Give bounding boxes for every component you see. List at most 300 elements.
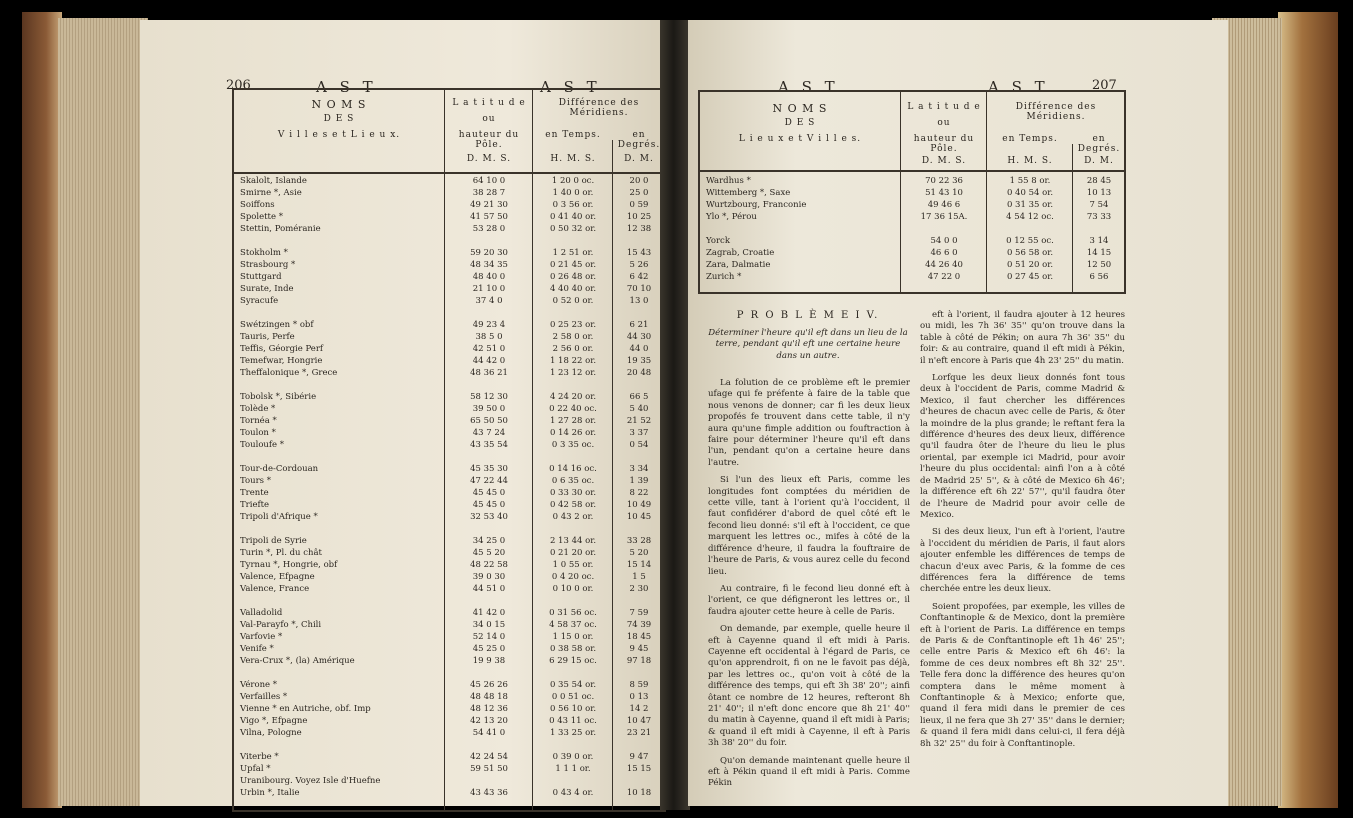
right-page (688, 20, 1228, 806)
header-des: D E S (323, 114, 355, 124)
time-difference: 1 23 12 or. (549, 368, 597, 378)
city-name: Spolette * (240, 212, 283, 222)
city-name: Viterbe * (240, 752, 279, 762)
city-name: Vera-Crux *, (la) Amérique (240, 656, 355, 666)
city-name: Tolède * (240, 404, 276, 414)
city-name: Tobolsk *, Sibérie (240, 392, 317, 402)
time-difference: 0 10 0 or. (552, 584, 594, 594)
degree-difference: 3 14 (1089, 236, 1109, 246)
table-row (234, 428, 664, 439)
city-name: Vienne * en Autriche, obf. Imp (240, 704, 371, 714)
table-row (234, 716, 664, 727)
city-name: Tornéa * (240, 416, 277, 426)
degree-difference: 0 54 (629, 440, 649, 450)
time-difference: 0 3 56 or. (552, 200, 594, 210)
time-difference: 0 3 35 oc. (551, 440, 595, 450)
latitude-value: 41 57 50 (470, 212, 508, 222)
table-row (234, 344, 664, 355)
header-ou: ou (937, 118, 951, 128)
table-row (234, 368, 664, 379)
paragraph: Soient propofées, par exemple, les villes de Conftantinople & de Mexico, dont la première eft à l'orient de Paris. La différence en temps de Paris & de Conftantinople eft 1h 46' 25''; celle entre Paris & Mexico eft 6h 46': la fomme de ces deux nombres eft 8h 32' 25''. Telle fera donc la différence des heures qu'on comptera dans le même moment à Conftantinople & à Mexico; enforte que, quand il fera midi dans le premier de ces lieux, il ne fera que 3h 27' 35'' dans le dernier; & quand il fera midi dans celui-ci, il fera déjà 8h 32' 25'' du foir à Conftantinople. (920, 601, 1125, 749)
city-name: Zagrab, Croatie (706, 248, 775, 258)
degree-difference: 66 5 (629, 392, 649, 402)
city-name: Theffalonique *, Grece (240, 368, 338, 378)
city-name: Uranibourg. Voyez Isle d'Huefne (240, 776, 381, 786)
degree-difference: 44 0 (629, 344, 649, 354)
table-row (234, 572, 664, 583)
latitude-value: 48 48 18 (470, 692, 508, 702)
time-difference: 4 58 37 oc. (549, 620, 597, 630)
header-degres: en Degrés. (1077, 134, 1121, 154)
problem-statement: Déterminer l'heure qu'il eft dans un lieu de la terre, pendant qu'il eft une certaine heure dans un autre. (708, 328, 908, 361)
table-row (234, 296, 664, 307)
degree-difference: 3 37 (629, 428, 649, 438)
degree-difference: 10 47 (626, 716, 652, 726)
subheader-temps: H. M. S. (1007, 156, 1053, 166)
latitude-value: 70 22 36 (925, 176, 963, 186)
latitude-value: 45 45 0 (472, 500, 506, 510)
latitude-value: 38 5 0 (475, 332, 503, 342)
latitude-value: 49 23 4 (472, 320, 506, 330)
city-name: Syracufe (240, 296, 279, 306)
header-ou: ou (482, 114, 496, 124)
header-hauteur: hauteur du Pôle. (458, 130, 520, 150)
book-gutter (660, 20, 690, 810)
latitude-value: 19 9 38 (472, 656, 506, 666)
table-row (700, 260, 1124, 271)
page-edges-left (58, 18, 148, 806)
table-row (234, 464, 664, 475)
city-name: Tour-de-Cordouan (240, 464, 319, 474)
degree-difference: 97 18 (626, 656, 652, 666)
table-row (234, 512, 664, 523)
latitude-value: 34 0 15 (472, 620, 506, 630)
city-name: Vérone * (240, 680, 278, 690)
city-name: Verfailles * (240, 692, 288, 702)
header-temps: en Temps. (545, 130, 601, 140)
time-difference: 0 4 20 oc. (551, 572, 595, 582)
table-row (234, 548, 664, 559)
city-name: Valence, Efpagne (240, 572, 315, 582)
latitude-value: 59 20 30 (470, 248, 508, 258)
degree-difference: 70 10 (626, 284, 652, 294)
latitude-value: 46 6 0 (930, 248, 958, 258)
header-difference: Différence des Méridiens. (558, 98, 640, 118)
city-name: Valence, France (240, 584, 310, 594)
degree-difference: 19 35 (626, 356, 652, 366)
time-difference: 2 58 0 or. (552, 332, 594, 342)
paragraph: Qu'on demande maintenant quelle heure il eft à Pékin quand il eft midi à Paris. Comme Pékin (708, 755, 910, 789)
city-name: Tauris, Perfe (240, 332, 295, 342)
degree-difference: 28 45 (1086, 176, 1112, 186)
book-cover-left (22, 12, 62, 808)
degree-difference: 14 2 (629, 704, 649, 714)
degree-difference: 6 21 (629, 320, 649, 330)
degree-difference: 7 54 (1089, 200, 1109, 210)
latitude-value: 42 24 54 (470, 752, 508, 762)
degree-difference: 74 39 (626, 620, 652, 630)
city-name: Ylo *, Pérou (706, 212, 757, 222)
degree-difference: 3 34 (629, 464, 649, 474)
degree-difference: 23 21 (626, 728, 652, 738)
table-row (234, 536, 664, 547)
table-row (234, 320, 664, 331)
time-difference: 0 42 58 or. (549, 500, 597, 510)
latitude-value: 43 35 54 (470, 440, 508, 450)
city-name: Yorck (706, 236, 730, 246)
table-row (234, 488, 664, 499)
table-row (234, 500, 664, 511)
latitude-value: 44 42 0 (472, 356, 506, 366)
table-row (234, 392, 664, 403)
time-difference: 0 43 11 oc. (549, 716, 597, 726)
degree-difference: 25 0 (629, 188, 649, 198)
paragraph: Au contraire, fi le fecond lieu donné eft à l'orient, ce que défigneront les lettres or., il faudra ajouter cette heure à celle de Paris. (708, 583, 910, 617)
table-row (700, 272, 1124, 283)
degree-difference: 1 39 (629, 476, 649, 486)
latitude-value: 49 21 30 (470, 200, 508, 210)
table-row (234, 224, 664, 235)
table-row (234, 236, 664, 247)
time-difference: 0 33 30 or. (549, 488, 597, 498)
degree-difference: 8 22 (629, 488, 649, 498)
time-difference: 0 27 45 or. (1006, 272, 1054, 282)
book-cover-right (1278, 12, 1338, 808)
time-difference: 1 0 55 or. (552, 560, 594, 570)
paragraph: Si l'un des lieux eft Paris, comme les longitudes font comptées du méridien de cette ville, tant à l'orient qu'à l'occident, il faut confidérer d'abord de quel côté eft le fecond lieu donné: s'il eft à l'occident, ce que marquent les lettres oc., mifes à côté de la différence d'heure, il faudra la fouftraire de l'heure de Paris, & vous aurez celle du fecond lieu. (708, 475, 910, 577)
subheader-lat: D. M. S. (921, 156, 967, 166)
text-column-2 (920, 310, 1125, 756)
time-difference: 4 40 40 or. (549, 284, 597, 294)
table-row (234, 356, 664, 367)
time-difference: 0 31 35 or. (1006, 200, 1054, 210)
time-difference: 0 43 4 or. (552, 788, 594, 798)
degree-difference: 6 42 (629, 272, 649, 282)
city-name: Strasbourg * (240, 260, 296, 270)
time-difference: 0 56 10 or. (549, 704, 597, 714)
time-difference: 6 29 15 oc. (549, 656, 597, 666)
degree-difference: 9 45 (629, 644, 649, 654)
table-row (700, 248, 1124, 259)
time-difference: 0 6 35 oc. (551, 476, 595, 486)
table-row (234, 404, 664, 415)
city-name: Swétzingen * obf (240, 320, 314, 330)
latitude-value: 47 22 0 (927, 272, 961, 282)
city-name: Surate, Inde (240, 284, 294, 294)
table-row (700, 212, 1124, 223)
page-number-right: 207 (1092, 78, 1117, 93)
table-row (234, 200, 664, 211)
time-difference: 1 2 51 or. (552, 248, 594, 258)
table-row (234, 740, 664, 751)
table-row (234, 728, 664, 739)
table-header (234, 90, 664, 174)
time-difference: 0 21 45 or. (549, 260, 597, 270)
city-name: Smirne *, Asie (240, 188, 302, 198)
degree-difference: 6 56 (1089, 272, 1109, 282)
table-row (700, 188, 1124, 199)
city-name: Triefte (240, 500, 270, 510)
degree-difference: 15 14 (626, 560, 652, 570)
table-row (234, 524, 664, 535)
meridian-table-left (232, 88, 666, 812)
time-difference: 0 35 54 or. (549, 680, 597, 690)
latitude-value: 45 26 26 (470, 680, 508, 690)
latitude-value: 43 43 36 (470, 788, 508, 798)
table-row (234, 452, 664, 463)
degree-difference: 10 18 (626, 788, 652, 798)
table-row (234, 248, 664, 259)
city-name: Wurtzbourg, Franconie (706, 200, 807, 210)
city-name: Upfal * (240, 764, 271, 774)
city-name: Zara, Dalmatie (706, 260, 771, 270)
degree-difference: 2 30 (629, 584, 649, 594)
time-difference: 0 41 40 or. (549, 212, 597, 222)
table-row (700, 200, 1124, 211)
paragraph: Si des deux lieux, l'un eft à l'orient, l'autre à l'occident du méridien de Paris, il faut alors ajouter enfemble les différences de temps de chacun d'eux avec Paris, & la fomme de ces différences fera la différence de tems cherchée entre les deux lieux. (920, 527, 1125, 595)
running-head: A S T (540, 78, 601, 96)
table-row (234, 560, 664, 571)
city-name: Trente (240, 488, 269, 498)
table-row (234, 272, 664, 283)
city-name: Soiffons (240, 200, 275, 210)
table-row (234, 608, 664, 619)
time-difference: 0 14 26 or. (549, 428, 597, 438)
latitude-value: 38 28 7 (472, 188, 506, 198)
time-difference: 0 51 20 or. (1006, 260, 1054, 270)
time-difference: 1 27 28 or. (549, 416, 597, 426)
table-row (234, 596, 664, 607)
time-difference: 0 40 54 or. (1006, 188, 1054, 198)
latitude-value: 34 25 0 (472, 536, 506, 546)
header-latitude: L a t i t u d e (452, 98, 526, 108)
table-row (234, 332, 664, 343)
city-name: Wardhus * (706, 176, 751, 186)
time-difference: 1 15 0 or. (552, 632, 594, 642)
city-name: Vilna, Pologne (240, 728, 302, 738)
latitude-value: 39 50 0 (472, 404, 506, 414)
latitude-value: 52 14 0 (472, 632, 506, 642)
page-number-left: 206 (226, 78, 251, 93)
subheader-temps: H. M. S. (550, 154, 596, 164)
meridian-table-right (698, 90, 1126, 294)
degree-difference: 12 50 (1086, 260, 1112, 270)
table-row (234, 188, 664, 199)
table-row (234, 212, 664, 223)
time-difference: 0 26 48 or. (549, 272, 597, 282)
paragraph: La folution de ce problème eft le premier ufage qui fe préfente à faire de la table que nous venons de donner; car fi les deux lieux propofés fe trouvent dans cette table, il n'y aura qu'une fimple addition ou fouftraction à faire pour déterminer l'heure qu'il eft dans l'un, pendant qu'on a certaine heure dans l'autre. (708, 378, 910, 468)
table-row (234, 416, 664, 427)
city-name: Toulon * (240, 428, 276, 438)
degree-difference: 5 40 (629, 404, 649, 414)
time-difference: 0 22 40 oc. (549, 404, 597, 414)
time-difference: 2 56 0 or. (552, 344, 594, 354)
degree-difference: 73 33 (1086, 212, 1112, 222)
table-header (700, 92, 1124, 172)
latitude-value: 32 53 40 (470, 512, 508, 522)
table-row (234, 584, 664, 595)
subheader-lat: D. M. S. (466, 154, 512, 164)
latitude-value: 48 12 36 (470, 704, 508, 714)
table-row (234, 644, 664, 655)
degree-difference: 12 38 (626, 224, 652, 234)
table-row (234, 632, 664, 643)
latitude-value: 49 46 6 (927, 200, 961, 210)
city-name: Stettin, Poméranie (240, 224, 321, 234)
subheader-deg: D. M. (624, 154, 654, 164)
latitude-value: 42 13 20 (470, 716, 508, 726)
latitude-value: 53 28 0 (472, 224, 506, 234)
latitude-value: 65 50 50 (470, 416, 508, 426)
degree-difference: 14 15 (1086, 248, 1112, 258)
latitude-value: 17 36 15A. (920, 212, 968, 222)
city-name: Turin *, Pl. du chât (240, 548, 322, 558)
time-difference: 0 21 20 or. (549, 548, 597, 558)
city-name: Stuttgard (240, 272, 282, 282)
table-row (700, 176, 1124, 187)
header-noms: N O M S (311, 98, 367, 111)
left-page (140, 20, 668, 806)
table-row (234, 440, 664, 451)
latitude-value: 47 22 44 (470, 476, 508, 486)
city-name: Tripoli de Syrie (240, 536, 307, 546)
latitude-value: 48 36 21 (470, 368, 508, 378)
latitude-value: 58 12 30 (470, 392, 508, 402)
degree-difference: 20 48 (626, 368, 652, 378)
degree-difference: 10 49 (626, 500, 652, 510)
degree-difference: 5 26 (629, 260, 649, 270)
table-row (234, 620, 664, 631)
degree-difference: 1 5 (632, 572, 646, 582)
time-difference: 4 24 20 or. (549, 392, 597, 402)
header-temps: en Temps. (1002, 134, 1058, 144)
text-column-1 (708, 378, 910, 796)
latitude-value: 54 41 0 (472, 728, 506, 738)
city-name: Wittemberg *, Saxe (706, 188, 791, 198)
latitude-value: 37 4 0 (475, 296, 503, 306)
header-hauteur: hauteur du Pôle. (913, 134, 975, 154)
subheader-deg: D. M. (1084, 156, 1114, 166)
paragraph: eft à l'orient, il faudra ajouter à 12 heures ou midi, les 7h 36' 35'' qu'on trouve dans la table à côté de Pékin; on aura 7h 36' 35'' du foir: & au contraire, quand il eft midi à Pékin, il n'eft encore à Paris que 4h 23' 25'' du matin. (920, 310, 1125, 366)
latitude-value: 59 51 50 (470, 764, 508, 774)
degree-difference: 18 45 (626, 632, 652, 642)
running-head: A S T (988, 78, 1049, 96)
time-difference: 1 18 22 or. (549, 356, 597, 366)
city-name: Skalolt, Islande (240, 176, 307, 186)
city-name: Vigo *, Efpagne (240, 716, 308, 726)
time-difference: 2 13 44 or. (549, 536, 597, 546)
degree-difference: 10 45 (626, 512, 652, 522)
table-row (234, 692, 664, 703)
time-difference: 0 56 58 or. (1006, 248, 1054, 258)
header-latitude: L a t i t u d e (907, 102, 981, 112)
running-head: A S T (316, 78, 377, 96)
latitude-value: 64 10 0 (472, 176, 506, 186)
latitude-value: 44 26 40 (925, 260, 963, 270)
latitude-value: 45 5 20 (472, 548, 506, 558)
city-name: Urbin *, Italie (240, 788, 300, 798)
table-row (234, 284, 664, 295)
city-name: Varfovie * (240, 632, 283, 642)
time-difference: 0 38 58 or. (549, 644, 597, 654)
degree-difference: 7 59 (629, 608, 649, 618)
table-row (234, 176, 664, 187)
latitude-value: 21 10 0 (472, 284, 506, 294)
city-name: Valladolid (240, 608, 283, 618)
time-difference: 1 55 8 or. (1009, 176, 1051, 186)
latitude-value: 48 22 58 (470, 560, 508, 570)
header-degres: en Degrés. (617, 130, 661, 150)
city-name: Stokholm * (240, 248, 288, 258)
latitude-value: 45 45 0 (472, 488, 506, 498)
table-row (234, 776, 664, 787)
header-des: D E S (784, 118, 816, 128)
degree-difference: 33 28 (626, 536, 652, 546)
latitude-value: 43 7 24 (472, 428, 506, 438)
degree-difference: 44 30 (626, 332, 652, 342)
header-noms: N O M S (772, 102, 828, 115)
time-difference: 1 1 1 or. (555, 764, 591, 774)
city-name: Venife * (240, 644, 274, 654)
degree-difference: 9 47 (629, 752, 649, 762)
city-name: Tours * (240, 476, 271, 486)
table-row (234, 788, 664, 799)
degree-difference: 13 0 (629, 296, 649, 306)
problem-title: P R O B L È M E I V. (736, 310, 880, 321)
table-row (234, 704, 664, 715)
latitude-value: 42 51 0 (472, 344, 506, 354)
latitude-value: 48 34 35 (470, 260, 508, 270)
paragraph: On demande, par exemple, quelle heure il eft à Cayenne quand il eft midi à Paris. Cayenne eft occidental à l'égard de Paris, ce qu'on apprendroit, fi on ne le favoit pas déjà, par les lettres oc., qu'on voit à côté de la différence des temps, qui eft 3h 38' 20''; ainfi ôtant ce nombre de 12 heures, refteront 8h 21' 40''; il n'eft donc encore que 8h 21' 40'' du matin à Cayenne, quand il eft midi à Paris; & quand il eft midi à Cayenne, il eft à Paris 3h 38' 20'' du foir. (708, 624, 910, 749)
table-row (700, 224, 1124, 235)
latitude-value: 51 43 10 (925, 188, 963, 198)
degree-difference: 10 13 (1086, 188, 1112, 198)
time-difference: 0 39 0 or. (552, 752, 594, 762)
header-villes: V i l l e s e t L i e u x. (277, 130, 401, 140)
time-difference: 0 43 2 or. (552, 512, 594, 522)
time-difference: 4 54 12 oc. (1006, 212, 1054, 222)
time-difference: 0 0 51 oc. (551, 692, 595, 702)
latitude-value: 44 51 0 (472, 584, 506, 594)
degree-difference: 15 15 (626, 764, 652, 774)
city-name: Temefwar, Hongrie (240, 356, 323, 366)
paragraph: Lorfque les deux lieux donnés font tous deux à l'occident de Paris, comme Madrid & Mexico, il faut chercher les différences d'heures de chacun avec celle de Paris, & ôter la moindre de la plus grande; le reftant fera la différence d'heures des deux lieux, différence qu'il faudra ôter de l'heure du lieu le plus oriental, par exemple ici Madrid, pour avoir l'heure du plus occidental: ainfi l'on a à côté de Madrid 25' 5'', & à côté de Mexico 6h 46'; la différence eft 6h 22' 57'', qu'il faudra ôter de l'heure de Madrid pour avoir celle de Mexico. (920, 373, 1125, 520)
table-row (234, 380, 664, 391)
city-name: Tripoli d'Afrique * (240, 512, 318, 522)
degree-difference: 10 25 (626, 212, 652, 222)
table-row (234, 656, 664, 667)
table-row (234, 476, 664, 487)
time-difference: 1 40 0 or. (552, 188, 594, 198)
table-row (234, 308, 664, 319)
time-difference: 1 20 0 oc. (551, 176, 595, 186)
degree-difference: 0 13 (629, 692, 649, 702)
degree-difference: 15 43 (626, 248, 652, 258)
table-row (234, 764, 664, 775)
city-name: Tyrnau *, Hongrie, obf (240, 560, 338, 570)
latitude-value: 45 25 0 (472, 644, 506, 654)
table-row (234, 668, 664, 679)
time-difference: 0 12 55 oc. (1006, 236, 1054, 246)
latitude-value: 45 35 30 (470, 464, 508, 474)
degree-difference: 21 52 (626, 416, 652, 426)
degree-difference: 0 59 (629, 200, 649, 210)
latitude-value: 39 0 30 (472, 572, 506, 582)
city-name: Val-Parayfo *, Chili (240, 620, 322, 630)
running-head: A S T (778, 78, 839, 96)
table-row (700, 236, 1124, 247)
city-name: Teffis, Géorgie Perf (240, 344, 324, 354)
